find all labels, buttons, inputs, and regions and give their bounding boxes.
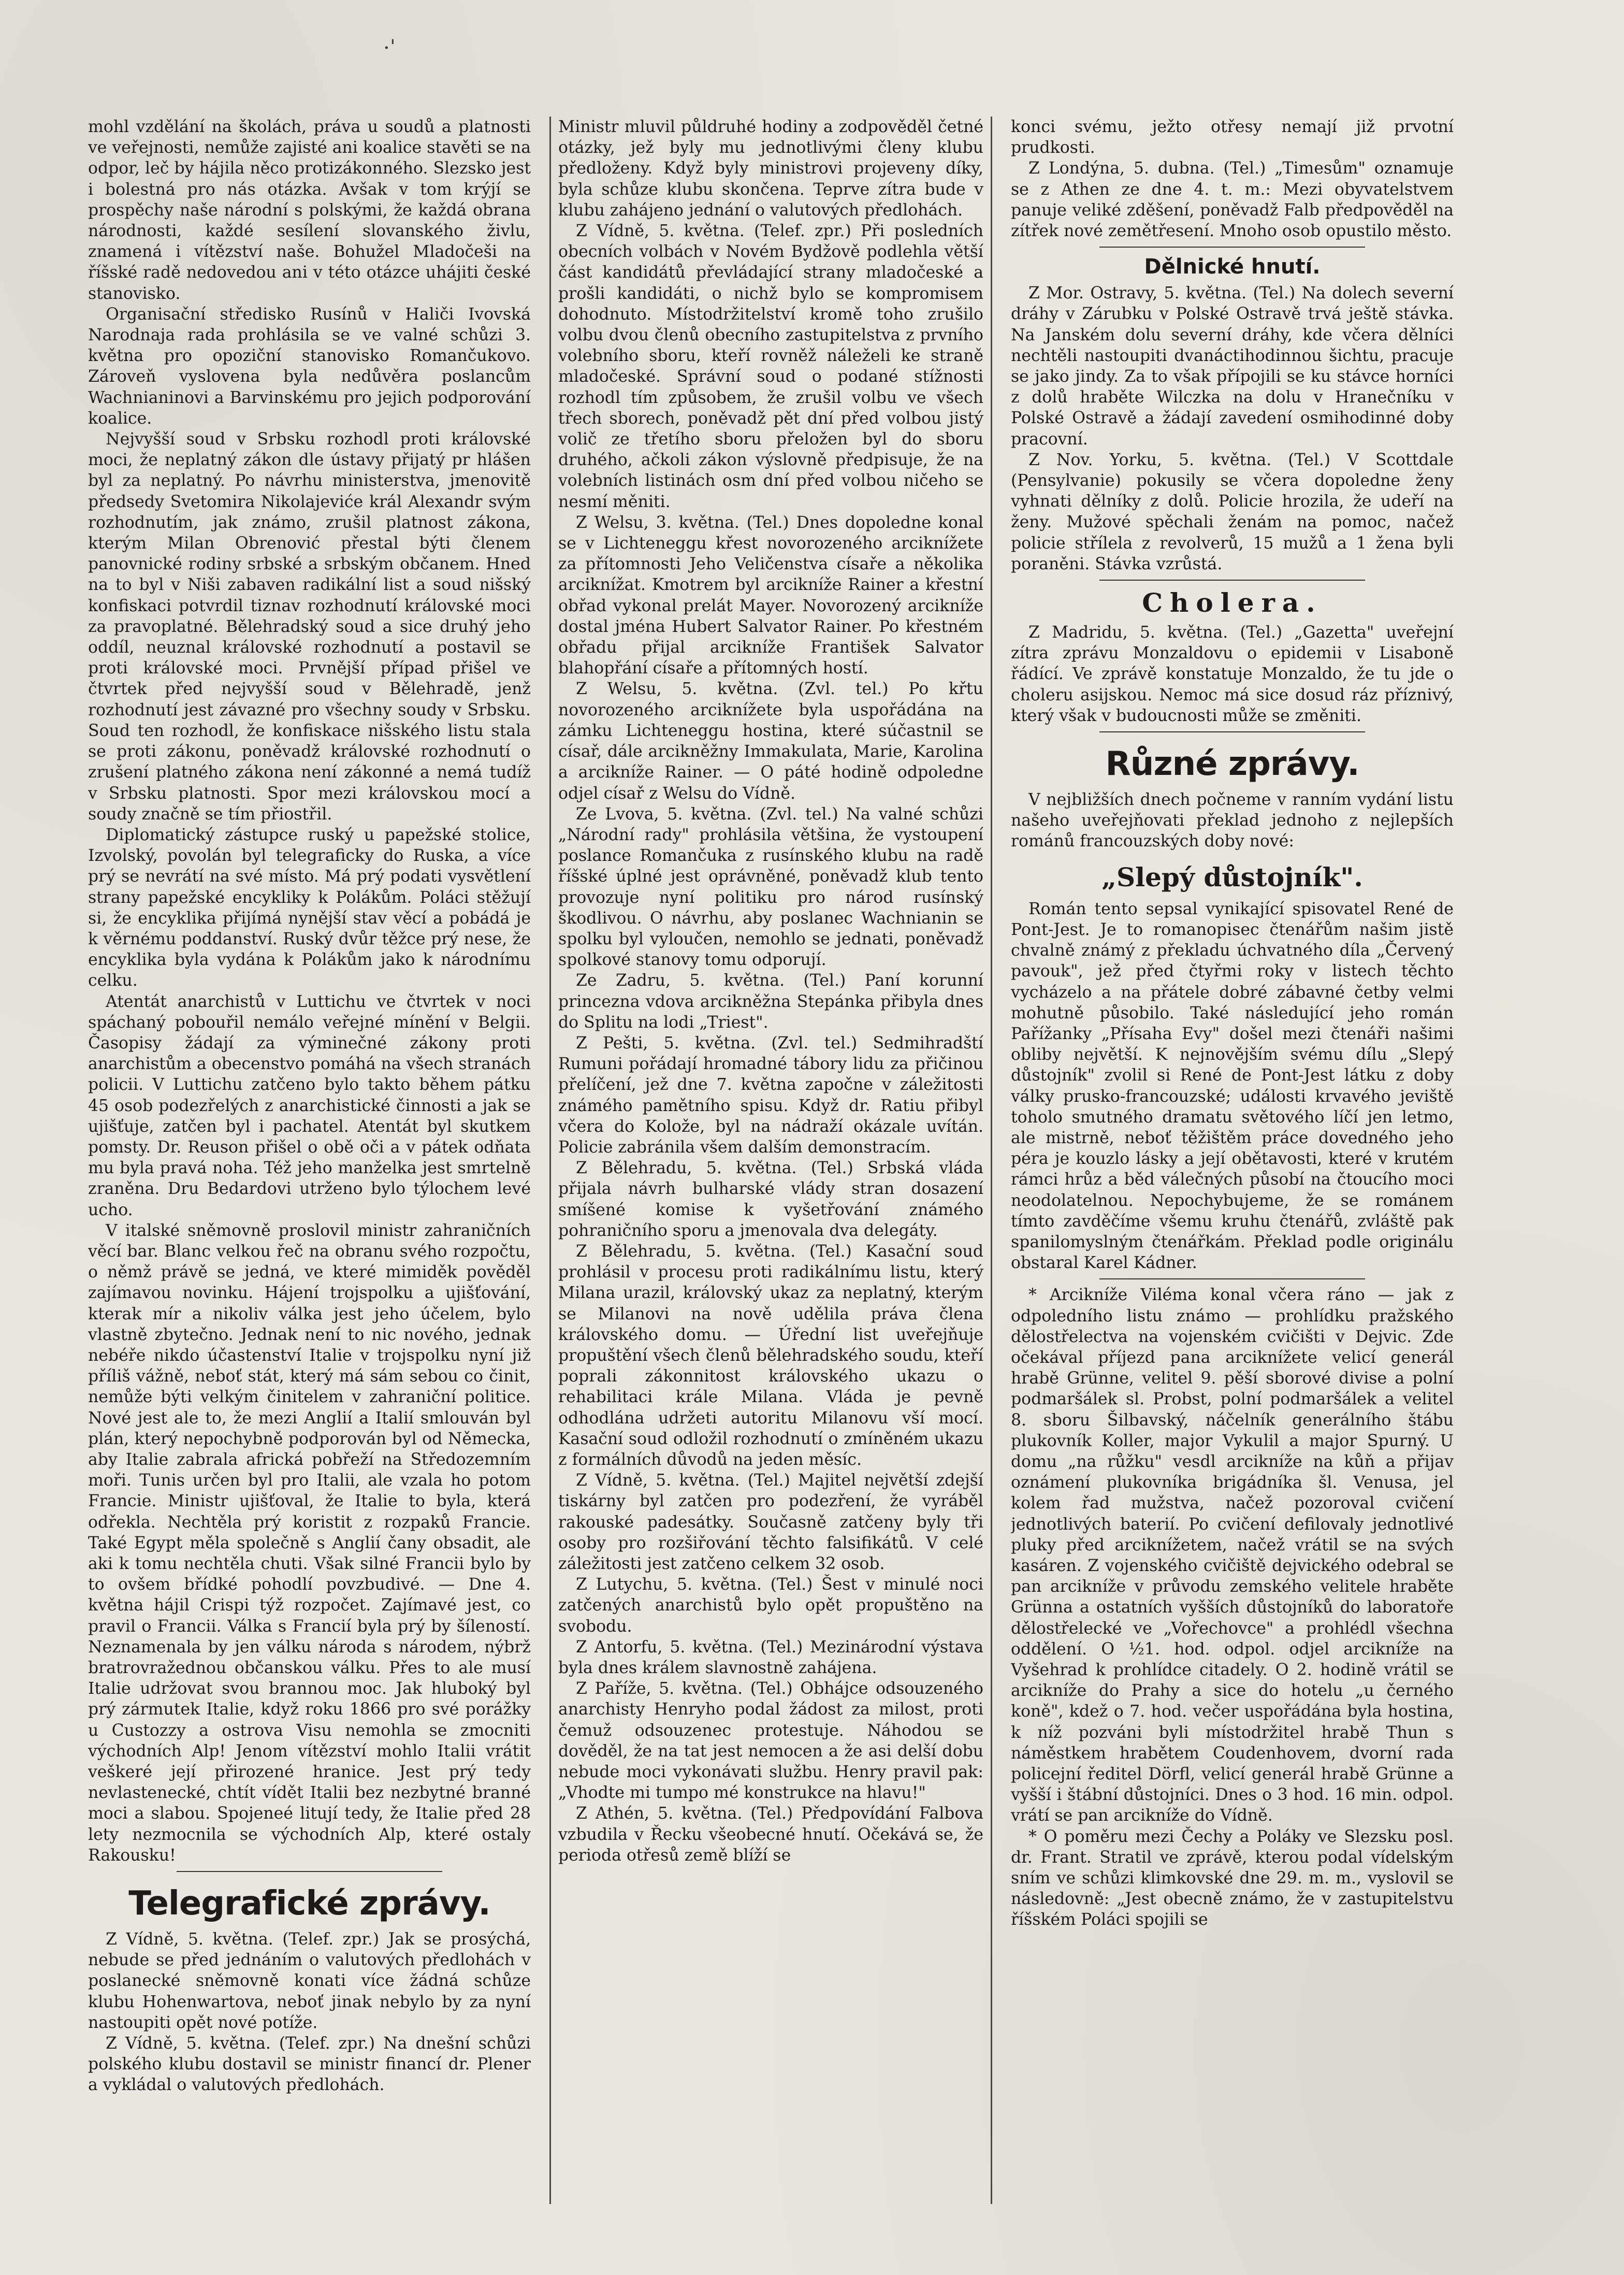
article-paragraph: Z Vídně, 5. května. (Tel.) Majitel největší zdejší tiskárny byl zatčen pro podezření, že vyráběl rakouské padesátky. Současně zatčeny byly tři osoby pro rozšiřování těchto falsifikátů. V celé záležitosti jest zatčeno celkem 32 osob.	[558, 1471, 983, 1574]
article-paragraph: Ze Lvova, 5. května. (Zvl. tel.) Na valné schůzi „Národní rady" prohlásila většina, že vystoupení poslance Romančuka z rusínského klubu na radě říšské úplné jest oprávněné, poněvadž klub tento provozuje nyní politiku pro národ rusínský škodlivou. O návrhu, aby poslanec Wachnianin se spolku byl vyloučen, nemohlo se jednati, poněvadž spolkové stanovy tomu odporují.	[558, 804, 983, 970]
article-paragraph: V italské sněmovně proslovil ministr zahraničních věcí bar. Blanc velkou řeč na obranu svého rozpočtu, o němž právě se jedná, ve které mimiděk pověděl zajímavou novinku. Hájení trojspolku a ujišťování, kterak mír a nikoliv válka jest jeho účelem, bylo vlastně zbytečno. Jednak není to nic nového, jednak nebéře nikdo účastenství Italie v trojspolku nyní již příliš vážně, neboť stát, který má sám sebou co činit, nemůže býti velkým činitelem v zahraniční politice. Nové jest ale to, že mezi Anglií a Italií smlouván byl plán, který nepochybně podporován byl od Německa, aby Italie zabrala africká pobřeží na Středozemním moři. Tunis určen byl pro Italii, ale vzala ho potom Francie. Ministr ujišťoval, že Italie to byla, která odřekla. Nechtěla prý koristit z rozpaků Francie. Také Egypt měla společně s Anglií čany obsadit, ale aki k tomu nechtěla chuti. Však silné Francii bylo by to ovšem břídké pohodlí povzbudivé. — Dne 4. května hájil Crispi týž rozpočet. Zajímavé jest, co pravil o Francii. Válka s Francií byla prý by šíleností. Neznamenala by jen válku národa s národem, nýbrž bratrovražednou občanskou válku. Přes to ale musí Italie udržovat svou brannou moc. Jak hluboký byl prý zármutek Italie, když roku 1866 pro své porážky u Custozzy a ostrova Visu nemohla se zmocniti východních Alp! Jenom vítězství mohlo Italii vrátit veškeré její přirozené hranice. Jest prý tedy nevlastenecké, chtít vídět Italii bez nezbytné branné moci a slabou. Spojeneé litují tedy, že Italie před 28 lety nezmocnila se východních Alp, které ostaly Rakousku!	[88, 1221, 531, 1865]
article-paragraph: Z Bělehradu, 5. května. (Tel.) Kasační soud prohlásil v procesu proti radikálnímu listu, který Milana urazil, královský ukaz za neplatný, kterým se Milanovi na nově udělila práva člena královského domu. — Úřední list uveřejňuje propuštění všech členů bělehradského soudu, kteří poprali zákonnitost královského ukazu o rehabilitaci krále Milana. Vláda je pevně odhodlána udržeti autoritu Milanovu vší mocí. Kasační soud odložil rozhodnutí o zmíněném ukazu z formálních důvodů na jeden měsíc.	[558, 1242, 983, 1469]
article-paragraph: Atentát anarchistů v Luttichu ve čtvrtek v noci spáchaný pobouřil nemálo veřejné mínění v Belgii. Časopisy žádají za výminečné zákony proti anarchistům a obecenstvo pomáhá na všech stranách policii. V Luttichu zatčeno bylo takto během pátku 45 osob podezřelých z anarchistické činnosti a jak se ujišťuje, zatčen byl i pachatel. Atentát byl skutkem pomsty. Dr. Reuson přišel o obě oči a v pátek odňata mu byla pravá noha. Též jeho manželka jest smrtelně zraněna. Dru Bedardovi utrženo bylo týlochem levé ucho.	[88, 992, 531, 1219]
article-paragraph: Z Vídně, 5. května. (Telef. zpr.) Jak se prosýchá, nebude se před jednáním o valutových předlohách v poslanecké sněmovně konati více žádná schůze klubu Hohenwartova, neboť jinak nebylo by za nyní nastoupiti opět nové potíže.	[88, 1930, 531, 2032]
article-paragraph: Z Mor. Ostravy, 5. května. (Tel.) Na dolech severní dráhy v Zárubku v Polské Ostravě trvá ještě stávka. Na Janském dolu severní dráhy, kde včera dělníci nechtěli nastoupiti dvanáctihodinnou šichtu, pracuje se jako jindy. Za to však přípojili se ku stávce horníci z dolů hraběte Wilczka na dolu v Hranečníku v Polské Ostravě a žádají zavedení osmihodinné doby pracovní.	[1011, 284, 1454, 449]
article-paragraph: Z Welsu, 5. května. (Zvl. tel.) Po křtu novorozeného arciknížete byla uspořádána na zámku Lichteneggu hostina, které súčastnil se císař, dále arcikněžny Immakulata, Marie, Karolina a arcikníže Rainer. — O páté hodině odpoledne odjel císař z Welsu do Vídně.	[558, 680, 983, 803]
cholera-heading: Cholera.	[1142, 587, 1323, 618]
article-paragraph: Z Nov. Yorku, 5. května. (Tel.) V Scottdale (Pensylvanie) pokusily se včera dopoledne ženy vyhnati dělníky z dolů. Policie hrozila, že udeří na ženy. Mužové spěchali ženám na pomoc, načež policie střílela z revolverů, 15 mužů a 1 žena byli poraněni. Stávka vzrůstá.	[1011, 450, 1454, 573]
article-paragraph: Ze Zadru, 5. května. (Tel.) Paní korunní princezna vdova arcikněžna Stepánka přibyla dnes do Splitu na lodi „Triest".	[558, 971, 983, 1032]
article-paragraph: Z Madridu, 5. května. (Tel.) „Gazetta" uveřejní zítra zprávu Monzaldovu o epidemii v Lisaboně řádící. Ve zprávě konstatuje Monzaldo, že tu jde o choleru asijskou. Nemoc má sice dosud ráz příznivý, který však v budoucnosti může se změniti.	[1011, 623, 1454, 725]
article-paragraph: Z Pešti, 5. května. (Zvl. tel.) Sedmihradští Rumuni pořádají hromadné tábory lidu za přičinou přelíčení, jež dne 7. května započne v záležitosti známého pamětního spisu. Když dr. Ratiu přibyl včera do Kolože, byl na nádraží okázale uvítán. Policie zabránila všem dalším demonstracím.	[558, 1033, 983, 1157]
article-paragraph: konci svému, ježto otřesy nemají již prvotní prudkosti.	[1011, 118, 1454, 157]
column-left	[88, 117, 531, 2204]
article-paragraph: Z Londýna, 5. dubna. (Tel.) „Timesům" oznamuje se z Athen ze dne 4. t. m.: Mezi obyvatelstvem panuje veliké zděšení, poněvadž Falb předpověděl na zítřek nové zemětřesení. Mnoho osob opustilo město.	[1011, 159, 1454, 241]
misc-heading: Různé zprávy.	[1105, 745, 1359, 784]
article-paragraph: V nejbližších dnech počneme v ranním vydání listu našeho uveřejňovati překlad jednoho z nejlepších románů francouzských doby nové:	[1011, 790, 1454, 851]
column-middle	[549, 117, 992, 2204]
article-paragraph: Z Bělehradu, 5. května. (Tel.) Srbská vláda přijala návrh bulharské vlády stran dosazení smíšené komise k vyšetřování známého pohraničního sporu a jmenovala dva delegáty.	[558, 1159, 983, 1240]
article-paragraph: Z Vídně, 5. května. (Telef. zpr.) Na dnešní schůzi polského klubu dostavil se ministr financí dr. Plener a vykládal o valutových předlohách.	[88, 2034, 531, 2095]
article-paragraph: * O poměru mezi Čechy a Poláky ve Slezsku posl. dr. Frant. Stratil ve zprávě, kterou podal vídelským sním ve schůzi klimkovské dne 29. m. m., vyslovil se následovně: „Jest obecně známo, že v zastupitelstvu říšském Poláci spojili se	[1011, 1827, 1454, 1930]
section-divider	[1099, 580, 1365, 581]
telegraph-heading: Telegrafické zprávy.	[128, 1884, 490, 1923]
article-paragraph: * Arcikníže Viléma konal včera ráno — jak z odpoledního listu známo — prohlídku pražského dělostřelectva na vojenském cvičišti v Dejvic. Zde očekával příjezd pana arciknížete velicí generál hrabě Grünne, velitel 9. pěší sborové divise a polní podmaršálek sl. Probst, polní podmaršálek a velitel 8. sboru Šilbavský, náčelník generálního štábu plukovník Koller, major Vykulil a major Spurný. U domu „na růžku" vesdl arcikníže na kůň a přijav oznámení plukovníka brigádníka šl. Venusa, jel kolem řad mužstva, načež pozoroval cvičení jednotlivých baterií. Po cvičení defilovaly jednotlivé pluky před arciknížetem, načež vrátil se na svých kasáren. Z vojenského cvičiště dejvického odebral se pan arcikníže v průvodu zemského velitele hraběte Grünna a ostatních vyšších důstojníků do laboratoře dělostřelecké ve „Vořechovce" a prohlédl všechna oddělení. O ½1. hod. odpol. odjel arcikníže na Vyšehrad k prohlídce citadely. O 2. hodině vrátil se arcikníže do Prahy a sice do hotelu „u černého koně", kdež o 7. hod. večer uspořádána byla hostina, k níž pozváni byli místodržitel hrabě Thun s náměstkem hrabětem Coudenhovem, dvorní rada policejní ředitel Dörfl, velicí generál hrabě Grünne a vyšší i štábní důstojníci. Dnes o 3 hod. 16 min. odpol. vrátí se pan arcikníže do Vídně.	[1011, 1286, 1454, 1825]
section-divider	[177, 1871, 442, 1872]
section-divider	[1099, 731, 1365, 732]
article-paragraph: Z Paříže, 5. května. (Tel.) Obhájce odsouzeného anarchisty Henryho podal žádost za milost, proti čemuž odsouzenec protestuje. Náhodou se dověděl, že na tat jest nemocen a že asi delší dobu nebude moci vykonávati službu. Henry pravil pak: „Vhodte mi tumpo mé konstrukce na hlavu!"	[558, 1679, 983, 1803]
article-paragraph: Z Vídně, 5. května. (Telef. zpr.) Při posledních obecních volbách v Novém Bydžově podlehla větší část kandidátů převládající strany mladočeské a prošli kandidáti, o nichž bylo se kompromisem dohodnuto. Místodržitelství kromě toho zrušilo volbu dvou členů obecního zastupitelstva z prvního volebního sboru, kteří rovněž náleželi ke straně mladočeské. Správní soud o podané stížnosti rozhodl tím způsobem, že zrušil volbu ve všech třech sborech, poněvadž pět dní před volbou jistý volič ze třetího sboru přeložen byl do sboru druhého, ačkoli zákon výslovně předpisuje, že na volebních listinách osm dní před volbou ničeho se nesmí měniti.	[558, 222, 983, 511]
article-paragraph: mohl vzdělání na školách, práva u soudů a platnosti ve veřejnosti, nemůže zajisté ani koalice stavěti se na odpor, leč by hájila něco protizákonného. Slezsko jest i bolestná pro nás otázka. Avšak v tom krýjí se prospěchy naše národní s polskými, že každá obrana národnosti, každé sesílení slovanského živlu, znamená i vítězství naše. Bohužel Mladočeši na říšské radě nedovedou ani v této otázce uhájiti české stanovisko.	[88, 118, 531, 303]
article-paragraph: Nejvyšší soud v Srbsku rozhodl proti královské moci, že neplatný zákon dle ústavy přijatý pr hlášen byl za neplatný. Po návrhu ministerstva, jmenovitě předsedy Svetomira Nikolajeviće král Alexandr svým rozhodnutím, jak známo, zrušil platnost zákona, kterým Milan Obrenović přestal býti členem panovnické rodiny srbské a srbským občanem. Hned na to byl v Niši zabaven radikální list a soud nišský konfiskaci potvrdil tiznav rozhodnutí královské moci za pravoplatné. Bělehradský soud a sice druhý jeho oddíl, neuznal královské rozhodnutí a postavil se proti královské moci. Prvnější případ přišel ve čtvrtek před nejvyšší soud v Bělehradě, jenž rozhodnutí jest závazné pro všechny soudy v Srbsku. Soud ten rozhodl, že konfiskace nišského listu stala se proti zákonu, poněvadž královské rozhodnutí o zrušení platného zákona není zákonné a nemá tudíž v Srbsku platnosti. Spor mezi královskou mocí a soudy značně se tím přiostřil.	[88, 430, 531, 824]
article-paragraph: Z Athén, 5. května. (Tel.) Předpovídání Falbova vzbudila v Řecku všeobecné hnutí. Očekává se, že perioda otřesů země blíží se	[558, 1804, 983, 1865]
article-paragraph: Z Lutychu, 5. května. (Tel.) Šest v minulé noci zatčených anarchistů bylo opět propuštěno na svobodu.	[558, 1575, 983, 1636]
article-paragraph: Z Welsu, 3. května. (Tel.) Dnes dopoledne konal se v Lichteneggu křest novorozeného arciknížete za přítomnosti Jeho Veličenstva císaře a několika arciknížat. Kmotrem byl arcikníže Rainer a křestní obřad vykonal prelát Mayer. Novorozený arcikníže dostal jména Hubert Salvator Rainer. Po křestném obřadu přijal arcikníže František Salvator blahopřání císaře a přítomných hostí.	[558, 513, 983, 678]
article-paragraph: Diplomatický zástupce ruský u papežské stolice, Izvolský, povolán byl telegraficky do Ruska, a více prý se nevrátí na své místo. Má prý podati vysvětlení strany papežské encykliky k Polákům. Poláci stěžují si, že encyklika přijímá nynější stav věcí a pobádá je k věrnému poddanství. Ruský dvůr těžce prý nese, že encyklika byla vydána k Polákům jako k národnímu celku.	[88, 825, 531, 990]
column-right	[1011, 117, 1454, 2204]
novel-title: „Slepý důstojník".	[1101, 861, 1363, 892]
workers-heading: Dělnické hnutí.	[1144, 255, 1321, 279]
article-paragraph: Ministr mluvil půldruhé hodiny a zodpověděl četné otázky, jež byly mu jednotlivými členy klubu předloženy. Když byly ministrovi projeveny díky, byla schůze klubu skončena. Teprve zítra bude v klubu zahájeno jednání o valutových předlohách.	[558, 118, 983, 220]
page-edge-mark: ·ˈ	[383, 36, 396, 60]
article-paragraph: Z Antorfu, 5. května. (Tel.) Mezinárodní výstava byla dnes králem slavnostně zahájena.	[558, 1637, 983, 1678]
columns	[88, 117, 1536, 2204]
article-paragraph: Organisační středisko Rusínů v Haliči Ivovská Narodnaja rada prohlásila se ve valné schůzi 3. května pro opoziční stanovisko Romančukovo. Zároveň vyslovena byla nedůvěra poslancům Wachnianinovi a Barvinskému pro jejich podporování koalice.	[88, 305, 531, 428]
article-paragraph: Román tento sepsal vynikající spisovatel René de Pont-Jest. Je to romanopisec čtenářům našim jistě chvalně známý z překladu úchvatného díla „Červený pavouk", jež před čtyřmi roky v listech těchto vycházelo a na přátele dobré zábavné četby velmi mohutně působilo. Také následující jeho román Pařížanky „Přísaha Evy" došel mezi čtenáři našimi obliby největší. K nejnovějším svému dílu „Slepý důstojník" zvolil si René de Pont-Jest látku z doby války prusko-francouzské; události krvavého jeviště toholo smutného dramatu světového líčí jen letmo, ale mistrně, neboť těžištěm práce dovedného jeho péra je kouzlo lásky a její obětavosti, které v krutém rámci hrůz a běd válečných působí na čtoucího moci neodolatelnou. Nepochybujeme, že se románem tímto zavděčíme všemu kruhu čtenářů, zvláště pak spanilomyslným čtenářkám. Překlad podle originálu obstaral Karel Kádner.	[1011, 899, 1454, 1273]
section-divider	[1099, 1278, 1365, 1279]
section-divider	[1099, 247, 1365, 248]
